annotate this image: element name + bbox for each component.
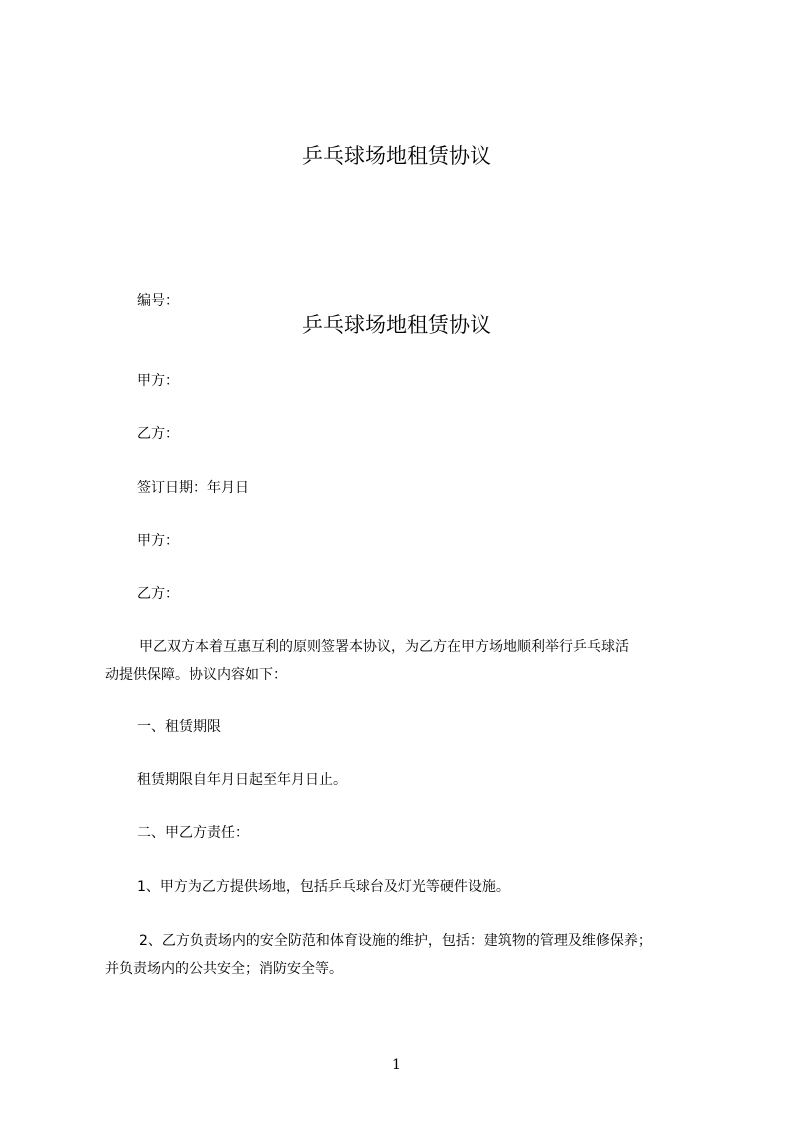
section-2-item-1: 1、甲方为乙方提供场地，包括乒乓球台及灯光等硬件设施。 (137, 879, 510, 895)
section-1-heading: 一、租赁期限 (137, 719, 221, 735)
party-a-label-2: 甲方： (137, 533, 179, 549)
party-a-label: 甲方： (137, 373, 179, 389)
agreement-title: 乒乓球场地租赁协议 (302, 313, 491, 337)
section-2-heading: 二、甲乙方责任： (137, 825, 249, 841)
section-1-text: 租赁期限自年月日起至年月日止。 (137, 772, 347, 788)
sign-date-label: 签订日期：年月日 (137, 480, 249, 496)
page-number: 1 (392, 1057, 401, 1073)
intro-paragraph-line-1: 甲乙双方本着互惠互利的原则签署本协议，为乙方在甲方场地顺利举行乒乓球活 (139, 639, 629, 655)
party-b-label-2: 乙方： (137, 586, 179, 602)
intro-paragraph-line-2: 动提供保障。协议内容如下： (105, 667, 287, 683)
number-label: 编号： (137, 293, 179, 309)
document-title: 乒乓球场地租赁协议 (302, 144, 491, 168)
party-b-label: 乙方： (137, 426, 179, 442)
section-2-item-2-line-2: 并负责场内的公共安全；消防安全等。 (105, 961, 343, 977)
section-2-item-2-line-1: 2、乙方负责场内的安全防范和体育设施的维护，包括：建筑物的管理及维修保养； (139, 933, 652, 949)
